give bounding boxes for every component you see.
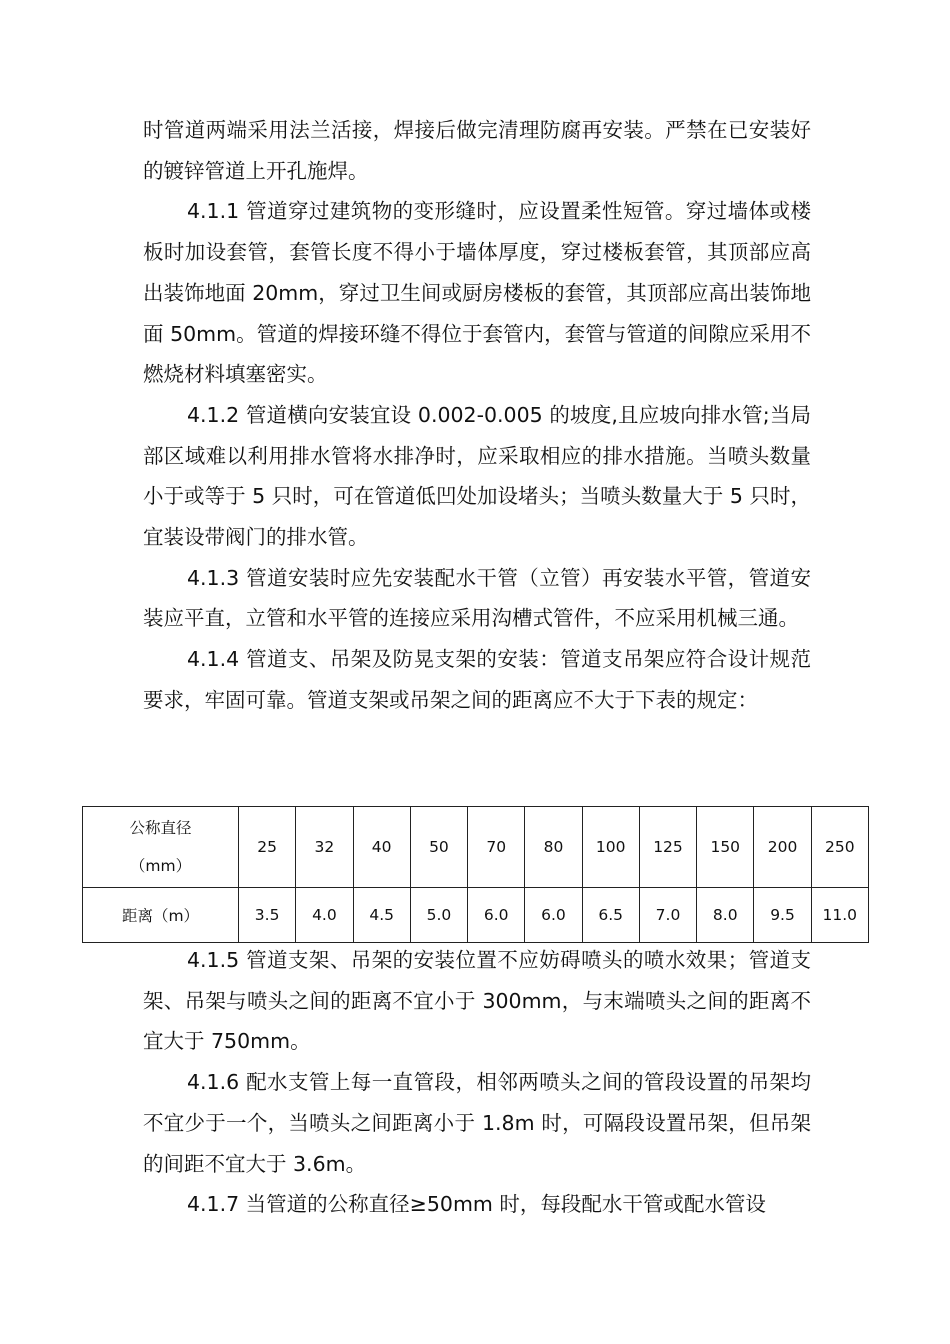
table-cell-distance: 9.5 (754, 888, 811, 943)
table-cell-diameter: 40 (353, 807, 410, 888)
table-cell-diameter: 125 (639, 807, 696, 888)
table-cell-distance: 3.5 (239, 888, 296, 943)
paragraph-4-1-2: 4.1.2 管道横向安装宜设 0.002-0.005 的坡度,且应坡向排水管;当局部区域难以利用排水管将水排净时，应采取相应的排水措施。当喷头数量小于或等于 5 只时，可在管道低凹处加设堵头；当喷头数量大于 5 只时，宜装设带阀门的排水管。 (143, 402, 811, 550)
table-cell-diameter: 25 (239, 807, 296, 888)
paragraph-4-1-5: 4.1.5 管道支架、吊架的安装位置不应妨碍喷头的喷水效果；管道支架、吊架与喷头之间的距离不宜小于 300mm，与末端喷头之间的距离不宜大于 750mm。 (143, 948, 811, 1054)
table-cell-distance: 6.0 (525, 888, 582, 943)
table-cell-distance: 6.5 (582, 888, 639, 943)
table-cell-distance: 11.0 (811, 888, 868, 943)
table-cell-distance: 8.0 (697, 888, 754, 943)
table-cell-distance: 4.0 (296, 888, 353, 943)
diameter-unit: （mm） (129, 857, 192, 875)
support-spacing-table-wrapper (82, 806, 868, 943)
table-row-distance (83, 888, 869, 943)
support-spacing-table (82, 806, 869, 943)
table-cell-distance: 7.0 (639, 888, 696, 943)
paragraph-4-1-7: 4.1.7 当管道的公称直径≥50mm 时，每段配水干管或配水管设 (187, 1192, 766, 1217)
table-cell-diameter: 100 (582, 807, 639, 888)
table-header-diameter (83, 807, 239, 888)
table-cell-distance: 6.0 (468, 888, 525, 943)
table-cell-diameter: 250 (811, 807, 868, 888)
paragraph-4-1-1: 4.1.1 管道穿过建筑物的变形缝时，应设置柔性短管。穿过墙体或楼板时加设套管，套管长度不得小于墙体厚度，穿过楼板套管，其顶部应高出装饰地面 20mm，穿过卫生间或厨房楼板的套管，其顶部应高出装饰地面 50mm。管道的焊接环缝不得位于套管内，套管与管道的间隙应采用不燃烧材料填塞密实。 (143, 199, 811, 387)
table-cell-diameter: 200 (754, 807, 811, 888)
paragraph-4-1-4: 4.1.4 管道支、吊架及防晃支架的安装：管道支吊架应符合设计规范要求，牢固可靠。管道支架或吊架之间的距离应不大于下表的规定： (143, 647, 811, 712)
table-header-distance: 距离（m） (83, 888, 239, 943)
table-cell-diameter: 50 (410, 807, 467, 888)
paragraph-4-1-6: 4.1.6 配水支管上每一直管段，相邻两喷头之间的管段设置的吊架均不宜少于一个，当喷头之间距离小于 1.8m 时，可隔段设置吊架，但吊架的间距不宜大于 3.6m。 (143, 1070, 811, 1176)
diameter-label: 公称直径 (129, 819, 192, 837)
paragraph-4-1-3: 4.1.3 管道安装时应先安装配水干管（立管）再安装水平管，管道安装应平直，立管和水平管的连接应采用沟槽式管件，不应采用机械三通。 (143, 565, 811, 631)
table-cell-diameter: 32 (296, 807, 353, 888)
table-cell-diameter: 150 (697, 807, 754, 888)
table-cell-diameter: 80 (525, 807, 582, 888)
table-cell-distance: 4.5 (353, 888, 410, 943)
body-text-bottom (143, 940, 811, 1225)
paragraph-continuation: 时管道两端采用法兰活接，焊接后做完清理防腐再安装。严禁在已安装好的镀锌管道上开孔施焊。 (143, 118, 811, 183)
body-text-top (143, 110, 811, 721)
table-cell-diameter: 70 (468, 807, 525, 888)
table-row-diameter (83, 807, 869, 888)
table-cell-distance: 5.0 (410, 888, 467, 943)
